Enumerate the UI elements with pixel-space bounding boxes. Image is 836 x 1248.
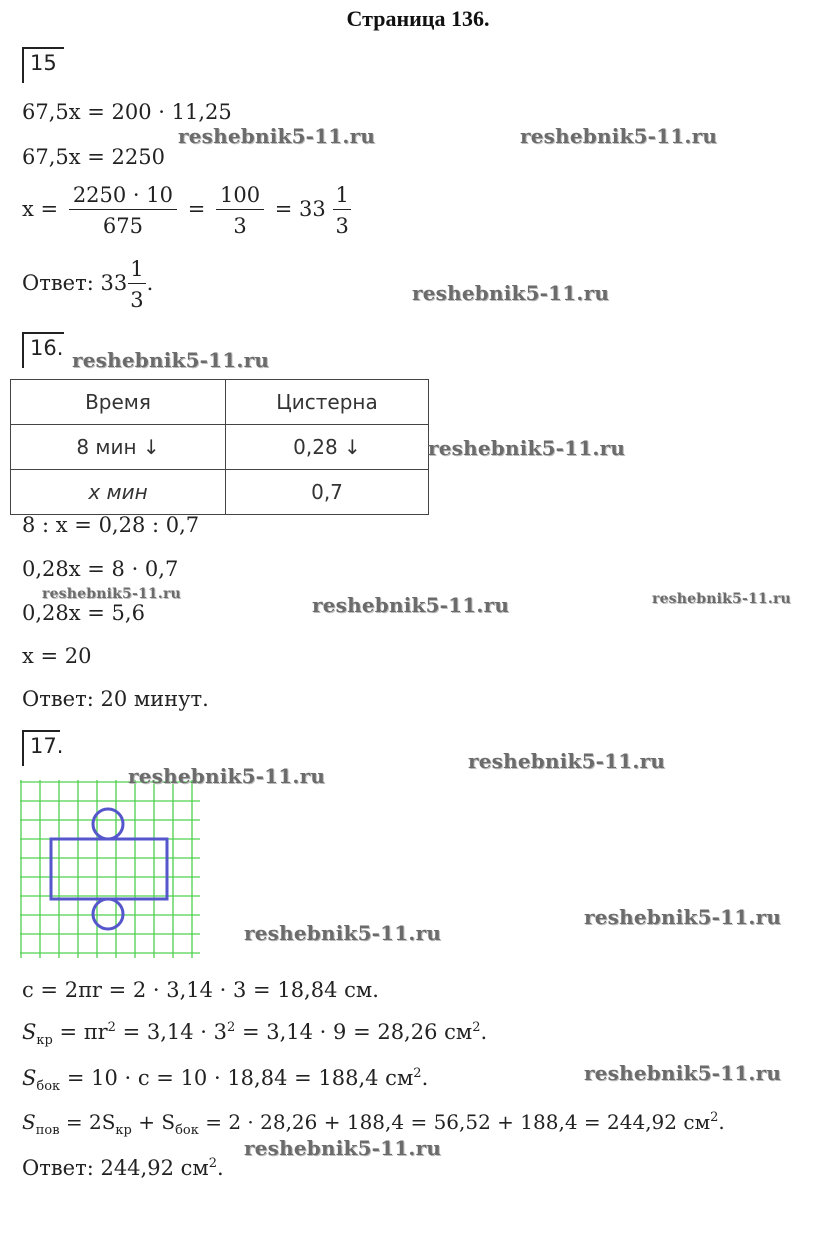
- task-15-line-1: 67,5x = 200 · 11,25: [22, 100, 232, 124]
- fraction-2: [216, 183, 264, 238]
- task-15-solution: [22, 183, 355, 238]
- expr-part: = 3,14 · 3: [115, 1020, 228, 1044]
- fraction-1-num: 2250 · 10: [69, 183, 177, 210]
- exponent: 2: [472, 1020, 481, 1035]
- answer-suffix: .: [146, 271, 154, 295]
- table-cell: 0,7: [226, 470, 429, 515]
- task-16-number-box: [22, 332, 64, 368]
- exponent: 2: [710, 1110, 719, 1125]
- answer-fraction-den: 3: [130, 288, 144, 312]
- task-17-line-2: [22, 1020, 487, 1048]
- watermark: reshebnik5-11.ru: [520, 124, 718, 148]
- expr-end: .: [216, 1156, 224, 1180]
- task-17-number: 17.: [30, 734, 64, 758]
- watermark: reshebnik5-11.ru: [178, 124, 376, 148]
- task-15-answer: [22, 257, 153, 312]
- subscript: бок: [175, 1123, 199, 1138]
- task-17-line-4: [22, 1110, 725, 1138]
- expr-part: = πr: [52, 1020, 108, 1044]
- table-cell: x мин: [11, 470, 226, 515]
- answer-prefix: Ответ: 33: [22, 271, 128, 295]
- watermark: reshebnik5-11.ru: [244, 921, 442, 945]
- task-15-line-2: 67,5x = 2250: [22, 145, 165, 169]
- fraction-2-den: 3: [233, 214, 247, 238]
- task-16-answer: Ответ: 20 минут.: [22, 687, 209, 711]
- expr-part: = 2S: [59, 1110, 116, 1134]
- expr-part: = 3,14 · 9 = 28,26 см: [235, 1020, 473, 1044]
- watermark: reshebnik5-11.ru: [244, 1136, 442, 1160]
- task-16-line-4: x = 20: [22, 644, 92, 668]
- symbol-S: S: [22, 1020, 37, 1044]
- header-time: Время: [11, 380, 226, 425]
- subscript: кр: [36, 1033, 53, 1048]
- task-17-line-1: c = 2πr = 2 · 3,14 · 3 = 18,84 см.: [22, 978, 379, 1002]
- fraction-1: [69, 183, 177, 238]
- expr-part: = 2 · 28,26 + 188,4 = 56,52 + 188,4 = 244,92 см: [198, 1110, 711, 1134]
- fraction-3: [333, 183, 350, 238]
- watermark: reshebnik5-11.ru: [412, 281, 610, 305]
- answer-text: Ответ: 244,92 см: [22, 1156, 209, 1180]
- watermark: reshebnik5-11.ru: [312, 593, 510, 617]
- exponent: 2: [208, 1156, 217, 1171]
- answer-fraction-num: 1: [128, 257, 145, 284]
- watermark: reshebnik5-11.ru: [428, 436, 626, 460]
- task-17-number-box: [22, 730, 64, 766]
- expr-end: .: [480, 1020, 488, 1044]
- expr-end: .: [718, 1110, 725, 1134]
- fraction-3-den: 3: [335, 214, 349, 238]
- exponent: 2: [227, 1020, 236, 1035]
- proportion-table: [10, 379, 429, 515]
- symbol-S: S: [22, 1110, 36, 1134]
- watermark: reshebnik5-11.ru: [584, 1061, 782, 1085]
- expr-part: = 10 · c = 10 · 18,84 = 188,4 см: [60, 1066, 414, 1090]
- subscript: кр: [115, 1123, 132, 1138]
- expr-end: .: [421, 1066, 429, 1090]
- watermark: reshebnik5-11.ru: [72, 348, 270, 372]
- equals-2: = 33: [274, 197, 326, 221]
- table-row: [11, 425, 429, 470]
- figure: [51, 809, 167, 929]
- fraction-2-num: 100: [216, 183, 264, 210]
- table-header-row: [11, 380, 429, 425]
- subscript: бок: [36, 1079, 61, 1094]
- task-16-line-2: 0,28x = 8 · 0,7: [22, 557, 179, 581]
- watermark: reshebnik5-11.ru: [652, 591, 791, 607]
- grid: [20, 780, 200, 958]
- task-15-number-box: [22, 47, 64, 83]
- fraction-3-num: 1: [333, 183, 350, 210]
- expr-part: + S: [131, 1110, 176, 1134]
- watermark: reshebnik5-11.ru: [468, 749, 666, 773]
- table-cell: 8 мин ↓: [11, 425, 226, 470]
- watermark: reshebnik5-11.ru: [128, 764, 326, 788]
- table-row: [11, 470, 429, 515]
- watermark: reshebnik5-11.ru: [42, 586, 181, 602]
- table-cell: 0,28 ↓: [226, 425, 429, 470]
- task-17-answer: [22, 1156, 224, 1180]
- equals-1: =: [187, 197, 206, 221]
- fraction-1-den: 675: [102, 214, 143, 238]
- page-title: Страница 136.: [346, 6, 490, 31]
- task-17-line-3: [22, 1066, 428, 1094]
- task-16-number: 16.: [30, 336, 64, 360]
- x-label: x =: [22, 197, 59, 221]
- header-tank: Цистерна: [226, 380, 429, 425]
- cylinder-net-figure: [20, 780, 200, 958]
- task-16-line-3: 0,28x = 5,6: [22, 601, 145, 625]
- task-15-number: 15: [30, 51, 57, 75]
- task-16-line-1: 8 : x = 0,28 : 0,7: [22, 513, 200, 537]
- answer-fraction: [128, 257, 145, 312]
- exponent: 2: [107, 1020, 116, 1035]
- symbol-S: S: [22, 1066, 37, 1090]
- exponent: 2: [413, 1066, 422, 1081]
- subscript: пов: [35, 1123, 60, 1138]
- watermark: reshebnik5-11.ru: [584, 905, 782, 929]
